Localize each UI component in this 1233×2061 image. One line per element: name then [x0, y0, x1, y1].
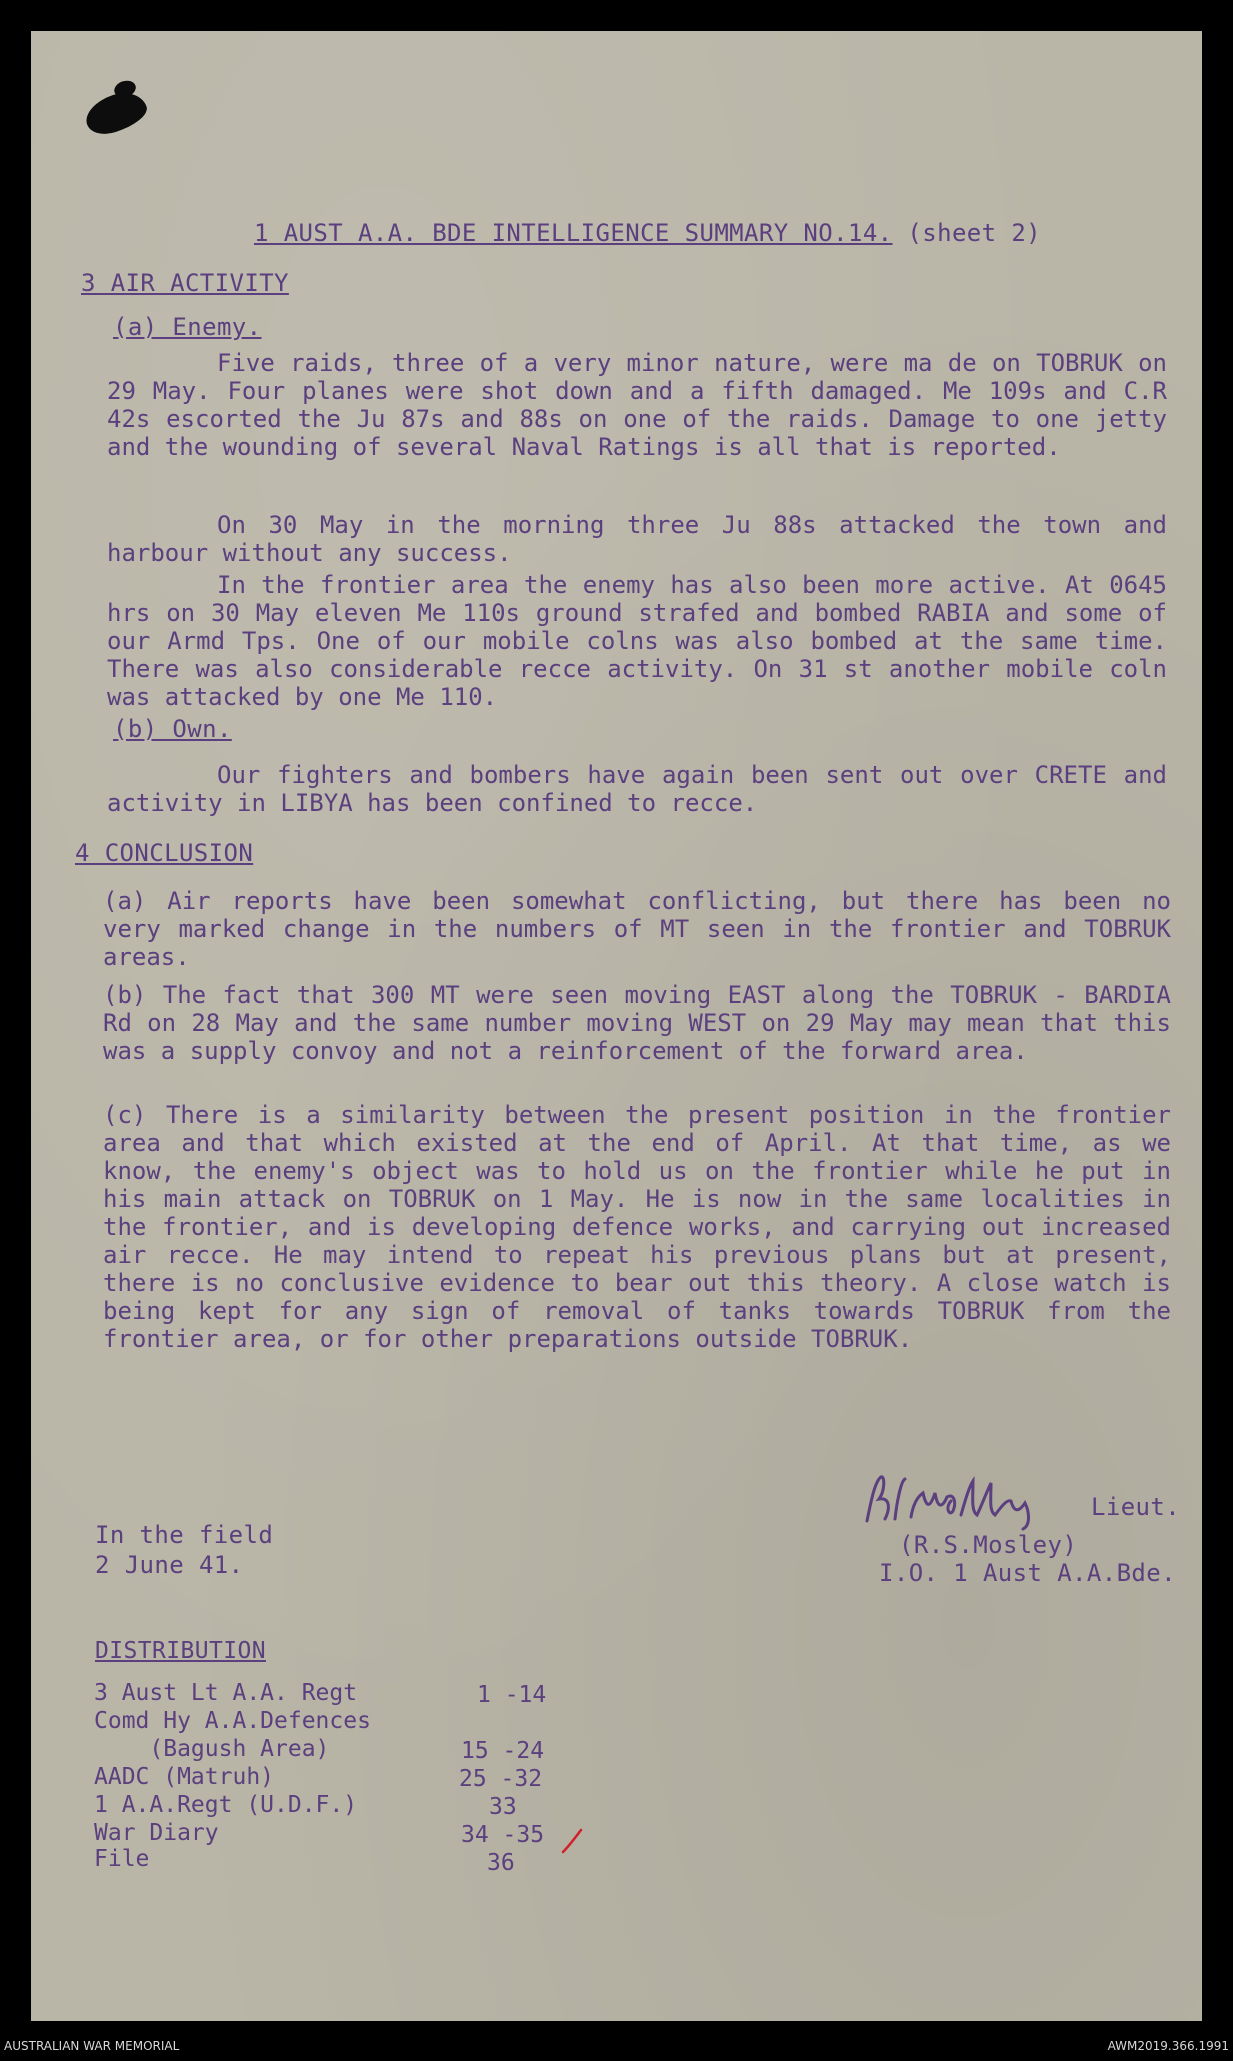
- officer-appointment: I.O. 1 Aust A.A.Bde.: [879, 1559, 1176, 1587]
- conclusion-c: (c) There is a similarity between the present position in the frontier area and that which existed at the end of April. At that time, as we know, the enemy's object was to hold us on the frontier while he put in his main attack on TOBRUK on 1 May. He is now in the same localities in the frontier, and is developing defence works, and carrying out increased air recce. He may intend to repeat his previous plans but at present, there is no conclusive evidence to bear out this theory. A close watch is being kept for any sign of removal of tanks towards TOBRUK from the frontier area, or for other preparations outside TOBRUK.: [103, 1101, 1171, 1353]
- distribution-unit: 3 Aust Lt A.A. Regt: [94, 1680, 358, 1706]
- distribution-heading: DISTRIBUTION: [95, 1638, 266, 1664]
- sheet-number: (sheet 2): [907, 219, 1042, 247]
- enemy-paragraph-1: Five raids, three of a very minor nature, were ma de on TOBRUK on 29 May. Four planes were shot down and a fifth damaged. Me 109s and C.R 42s escorted the Ju 87s and 88s on one of the raids. Damage to one jetty and the wounding of several Naval Ratings is all that is reported.: [107, 349, 1167, 461]
- place-line: In the field: [95, 1521, 274, 1549]
- own-subheading: (b) Own.: [113, 715, 232, 743]
- enemy-paragraph-2: On 30 May in the morning three Ju 88s attacked the town and harbour without any success.: [107, 511, 1167, 567]
- distribution-copies: 25 -32: [459, 1766, 543, 1792]
- distribution-unit: War Diary: [94, 1820, 219, 1846]
- enemy-subheading: (a) Enemy.: [113, 313, 262, 341]
- distribution-copies: 34 -35: [461, 1822, 545, 1848]
- distribution-copies: 33: [489, 1794, 517, 1820]
- title-text: 1 AUST A.A. BDE INTELLIGENCE SUMMARY NO.14.: [254, 219, 893, 247]
- ink-blot: [81, 86, 151, 139]
- document-sheet: [31, 31, 1202, 2021]
- distribution-unit: 1 A.A.Regt (U.D.F.): [94, 1792, 358, 1818]
- distribution-copies: 36: [487, 1850, 515, 1876]
- officer-name: (R.S.Mosley): [899, 1531, 1078, 1559]
- section-3-heading: 3 AIR ACTIVITY: [81, 269, 289, 297]
- own-paragraph: Our fighters and bombers have again been sent out over CRETE and activity in LIBYA has been confined to recce.: [107, 761, 1167, 817]
- rank: Lieut.: [1091, 1493, 1181, 1521]
- section-4-heading: 4 CONCLUSION: [75, 839, 254, 867]
- date-line: 2 June 41.: [95, 1551, 244, 1579]
- distribution-unit: File: [94, 1846, 150, 1872]
- enemy-paragraph-3: In the frontier area the enemy has also been more active. At 0645 hrs on 30 May eleven Me 110s ground strafed and bombed RABIA and some of our Armd Tps. One of our mobile colns was also bombed at the same time. There was also considerable recce activity. On 31 st another mobile coln was attacked by one Me 110.: [107, 571, 1167, 711]
- archive-accession-number: AWM2019.366.1991: [1107, 2039, 1229, 2053]
- distribution-unit: Comd Hy A.A.Defences: [94, 1708, 371, 1734]
- document-title: [254, 219, 1041, 247]
- archive-source-label: AUSTRALIAN WAR MEMORIAL: [4, 2039, 180, 2053]
- distribution-unit: AADC (Matruh): [94, 1764, 275, 1790]
- distribution-unit: (Bagush Area): [94, 1736, 330, 1762]
- red-check-mark: [559, 1826, 585, 1856]
- conclusion-a: (a) Air reports have been somewhat conflicting, but there has been no very marked change in the numbers of MT seen in the frontier and TOBRUK areas.: [103, 887, 1171, 971]
- distribution-copies: 15 -24: [461, 1738, 545, 1764]
- distribution-copies: 1 -14: [477, 1682, 547, 1708]
- conclusion-b: (b) The fact that 300 MT were seen moving EAST along the TOBRUK - BARDIA Rd on 28 May and the same number moving WEST on 29 May may mean that this was a supply convoy and not a reinforcement of the forward area.: [103, 981, 1171, 1065]
- signature-mark: [861, 1471, 1051, 1531]
